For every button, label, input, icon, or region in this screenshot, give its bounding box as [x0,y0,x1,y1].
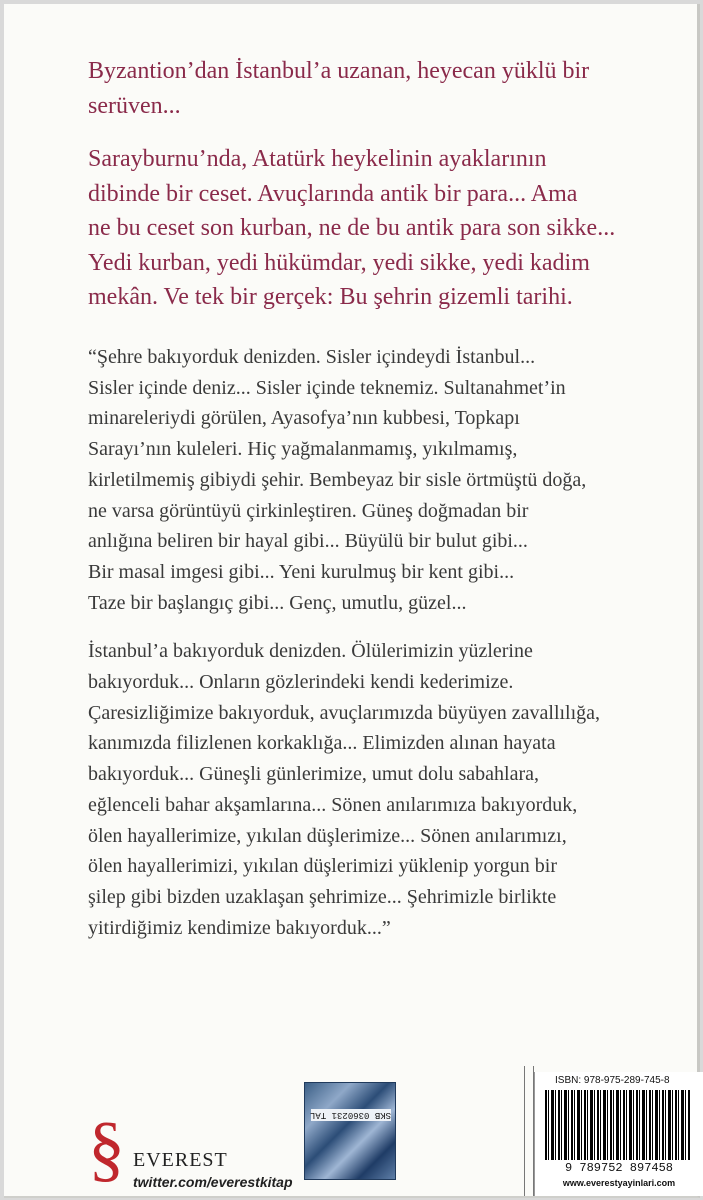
quote-line: kanımızda filizlenen korkaklığa... Elimizden alınan hayata [88,732,556,755]
blurb-line: serüven... [88,92,181,119]
barcode-panel [534,1072,703,1196]
quote-line: Sisler içinde deniz... Sisler içinde teknemiz. Sultanahmet’in [88,376,566,399]
blurb-line: dibinde bir ceset. Avuçlarında antik bir para... Ama [88,180,578,207]
publisher-website: www.everestyayinlari.com [562,1178,676,1188]
blurb-line: Yedi kurban, yedi hükümdar, yedi sikke, yedi kadim [88,249,590,276]
quote-line: yitirdiğimiz kendimize bakıyorduk...” [88,916,391,939]
barcode-icon [545,1090,691,1160]
excerpt-quote [88,342,698,961]
sticker-code: SKB 0360231 TAL [309,1110,391,1120]
hologram-sticker [304,1082,396,1180]
twitter-handle: twitter.com/everestkitap [133,1174,293,1190]
quote-line: şilep gibi bizden uzaklaşan şehrimize... Şehrimizle birlikte [88,885,557,908]
quote-line: ne varsa görüntüyü çirkinleştiren. Güneş doğmadan bir [88,499,529,522]
quote-line: ölen hayallerimize, yıkılan düşlerimize... Sönen anılarımızı, [88,824,567,847]
quote-line: bakıyorduk... Güneşli günlerimize, umut dolu sabahlara, [88,763,540,786]
quote-line: Taze bir başlangıç gibi... Genç, umutlu, güzel... [88,591,467,614]
barcode-divider [524,1066,534,1196]
back-cover [4,4,700,1198]
quote-line: Çaresizliğimize bakıyorduk, avuçlarımızda büyüyen zavallılığa, [88,701,601,724]
quote-paragraph-2 [88,636,698,943]
blurb-line: Sarayburnu’nda, Atatürk heykelinin ayaklarının [88,146,547,172]
quote-line: İstanbul’a bakıyorduk denizden. Ölülerimizin yüzlerine [88,640,533,663]
quote-line: bakıyorduk... Onların gözlerindeki kendi kederimize. [88,671,514,694]
blurb-line: mekân. Ve tek bir gerçek: Bu şehrin gizemli tarihi. [88,284,573,310]
quote-paragraph-1 [88,342,698,618]
blurb [88,54,698,334]
isbn-label: ISBN: 978-975-289-745-8 [555,1075,670,1086]
quote-line: anlığına beliren bir hayal gibi... Büyülü bir bulut gibi... [88,530,528,553]
quote-line: ölen hayallerimizi, yıkılan düşlerimizi yüklenip yorgun bir [88,855,557,878]
blurb-paragraph-2 [88,142,698,315]
barcode-digits: 9 789752 897458 [564,1161,674,1175]
quote-line: minareleriydi görülen, Ayasofya’nın kubbesi, Topkapı [88,407,520,430]
quote-line: “Şehre bakıyorduk denizden. Sisler içindeydi İstanbul... [88,346,536,368]
section-mark-logo-icon: § [88,1108,125,1190]
quote-line: eğlenceli bahar akşamlarına... Sönen anılarımıza bakıyorduk, [88,793,578,816]
quote-line: kirletilmemiş gibiydi şehir. Bembeyaz bir sisle örtmüştü doğa, [88,468,587,491]
quote-line: Bir masal imgesi gibi... Yeni kurulmuş bir kent gibi... [88,560,515,583]
blurb-line: ne bu ceset son kurban, ne de bu antik para son sikke... [88,215,616,241]
blurb-paragraph-1 [88,54,698,123]
publisher-name: EVEREST [133,1149,228,1171]
blurb-line: Byzantion’dan İstanbul’a uzanan, heyecan yüklü bir [88,58,590,84]
quote-line: Sarayı’nın kuleleri. Hiç yağmalanmamış, yıkılmamış, [88,438,518,461]
